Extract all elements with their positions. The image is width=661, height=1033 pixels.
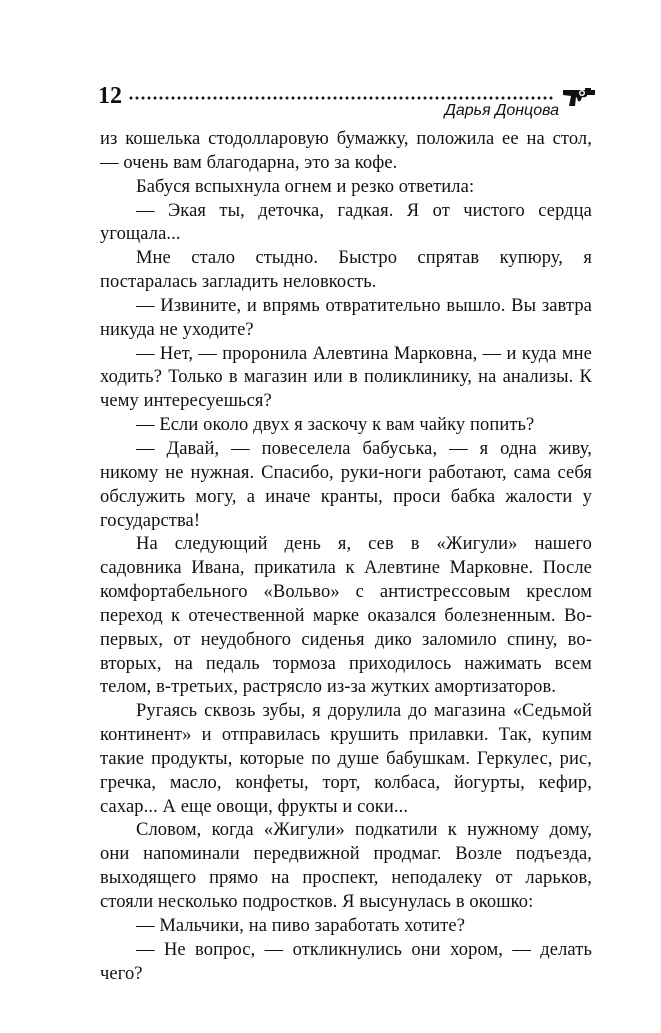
- revolver-icon: [561, 86, 597, 110]
- author-name: Дарья Донцова: [444, 102, 559, 119]
- paragraph: — Мальчики, на пиво заработать хотите?: [136, 915, 466, 936]
- paragraph: — Нет, — проронила Алевтина Марковна, — и куда мне ходить? Только в магазин или в поликлинику, на анализы. К чему интересуешься?: [100, 343, 592, 412]
- page-number: 12: [98, 83, 122, 109]
- paragraph: — Не вопрос, — откликнулись они хором, — делать чего?: [100, 939, 592, 984]
- paragraph: Ругаясь сквозь зубы, я дорулила до магазина «Седьмой континент» и отправилась крушить прилавки. Так, купим такие продукты, которые по душе бабушкам. Геркулес, рис, гречка, масло, конфеты, торт, колбаса, йогурты, кефир, сахар... А еще овощи, фрукты и соки...: [100, 701, 592, 817]
- paragraph: — Экая ты, деточка, гадкая. Я от чистого сердца угощала...: [100, 200, 592, 245]
- paragraph: — Извините, и впрямь отвратительно вышло. Вы завтра никуда не уходите?: [100, 295, 592, 340]
- paragraph: — Давай, — повеселела бабуська, — я одна живу, никому не нужная. Спасибо, руки-ноги работают, сама себя обслужить могу, а иначе кранты, проси бабка жалости у государства!: [100, 438, 592, 531]
- paragraph: На следующий день я, сев в «Жигули» нашего садовника Ивана, прикатила к Алевтине Марковне. После комфортабельного «Вольво» с антистрессовым креслом переход к отечественной марке оказался болезненным. Во-первых, от неудобного сиденья дико заломило спину, во-вторых, на педаль тормоза приходилось нажимать всем телом, в-третьих, растрясло из-за жутких амортизаторов.: [100, 534, 592, 698]
- paragraph: Бабуся вспыхнула огнем и резко ответила:: [136, 176, 475, 197]
- paragraph: Мне стало стыдно. Быстро спрятав купюру, я постаралась загладить неловкость.: [100, 248, 592, 293]
- dotted-leader: [128, 96, 554, 100]
- paragraph: из кошелька стодолларовую бумажку, положила ее на стол, — очень вам благодарна, это за кофе.: [100, 129, 592, 173]
- body-text: [100, 128, 592, 986]
- paragraph: — Если около двух я заскочу к вам чайку попить?: [136, 415, 535, 436]
- paragraph: Словом, когда «Жигули» подкатили к нужному дому, они напоминали передвижной продмаг. Возле подъезда, выходящего прямо на проспект, неподалеку от ларьков, стояли несколько подростков. Я высунулась в окошко:: [100, 820, 592, 912]
- running-header: [98, 82, 603, 122]
